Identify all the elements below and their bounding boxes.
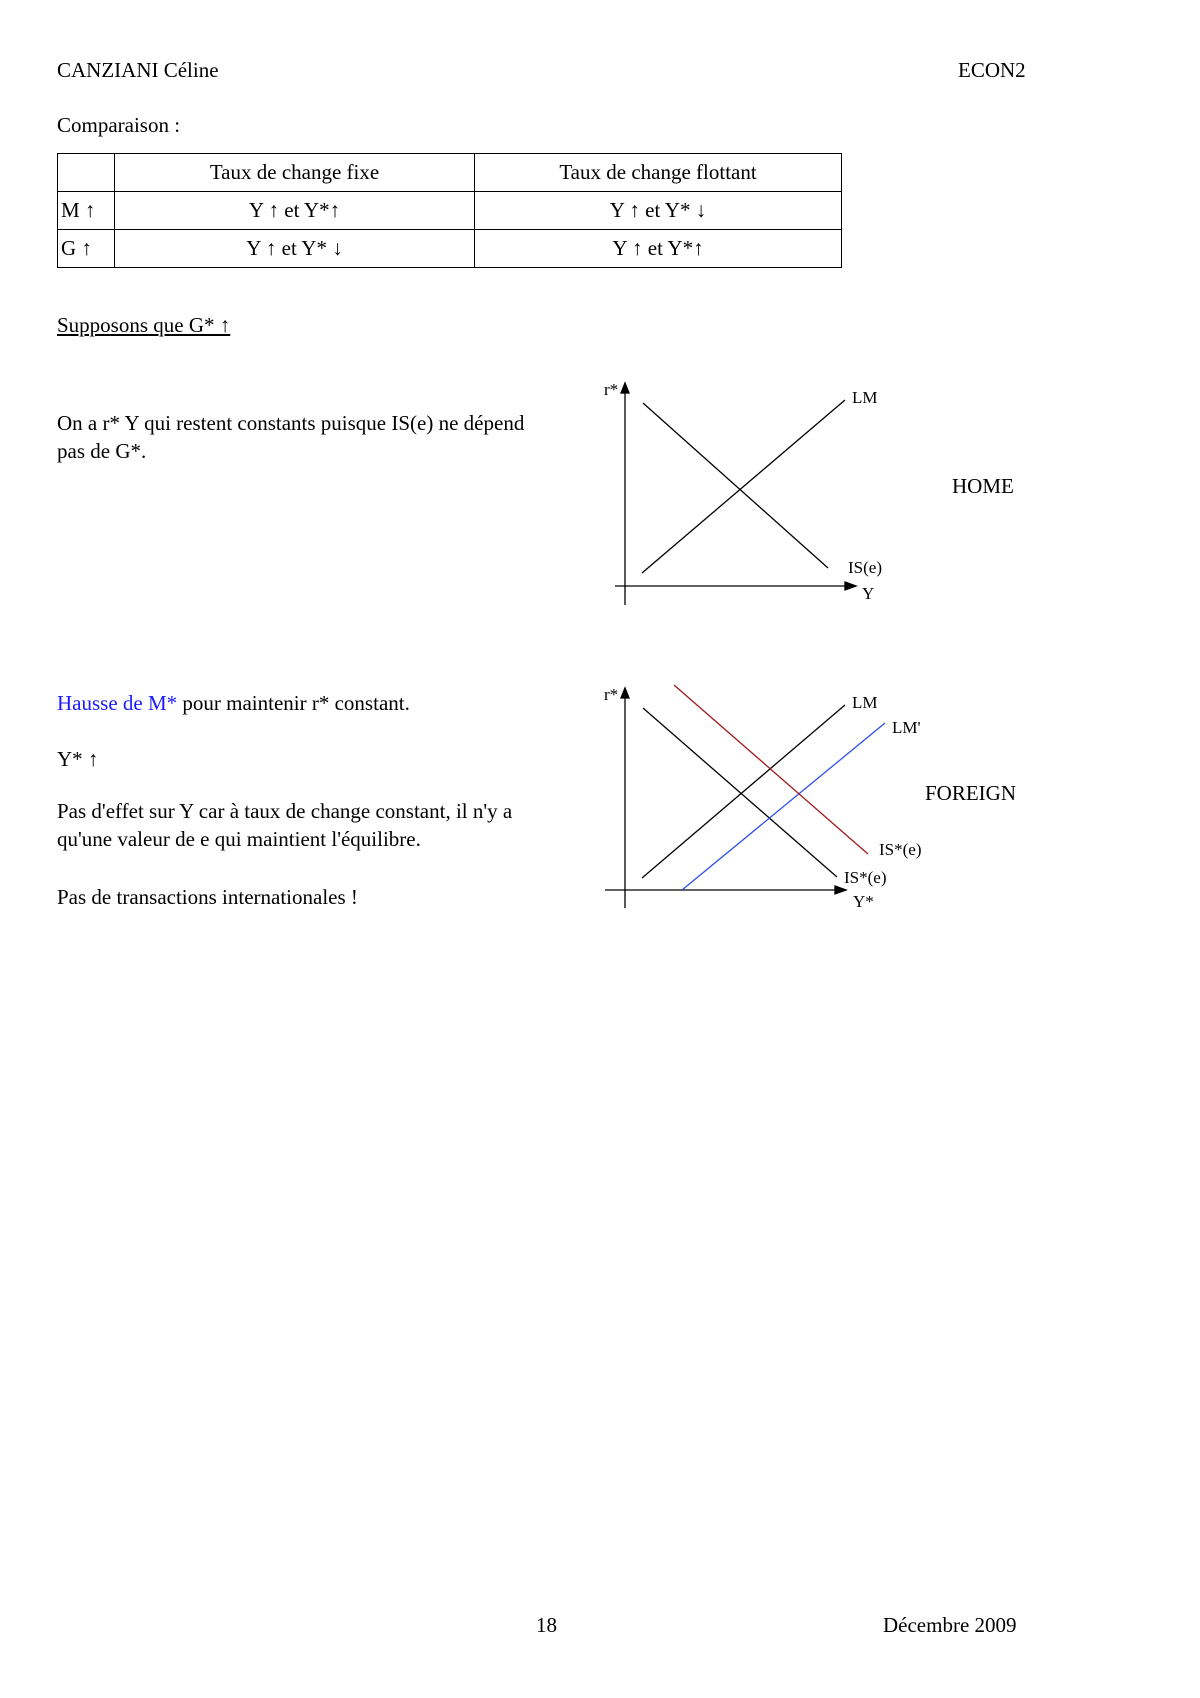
home-lm-label: LM [852,388,878,407]
foreign-region-label: FOREIGN [925,781,1017,805]
home-explanation: On a r* Y qui restent constants puisque IS(e) ne dépend pas de G*. [57,411,525,463]
foreign-x-arrow-icon [835,886,846,894]
foreign-y-arrow-icon [621,688,629,698]
table-row-head: M ↑ [58,192,115,230]
table-cell: Y ↑ et Y*↑ [475,230,842,268]
comparison-table [57,153,842,268]
foreign-is-shifted-label: IS*(e) [879,840,922,859]
table-cell: Y ↑ et Y* ↓ [115,230,475,268]
foreign-y-axis-label: r* [604,685,619,704]
no-effect-text: Pas d'effet sur Y car à taux de change constant, il n'y a qu'une valeur de e qui maintient l'équilibre. [57,799,513,851]
y-star-increase: Y* ↑ [57,747,99,771]
table-header-cell: Taux de change fixe [115,154,475,192]
table-row [58,230,842,268]
table-header-cell [58,154,115,192]
footer-date: Décembre 2009 [883,1613,1017,1637]
home-diagram [590,375,1010,615]
home-y-axis-label: r* [604,380,619,399]
foreign-x-axis-label: Y* [853,892,874,911]
foreign-lm-label: LM [852,693,878,712]
foreign-explanation [57,691,410,716]
foreign-lm-prime-line [682,723,885,890]
table-row-head: G ↑ [58,230,115,268]
page-number: 18 [536,1613,557,1637]
foreign-lm-prime-label: LM' [892,718,921,737]
home-is-label: IS(e) [848,558,882,577]
section-title-supposons: Supposons que G* ↑ [57,313,231,337]
table-cell: Y ↑ et Y* ↓ [475,192,842,230]
home-x-axis-label: Y [862,584,875,603]
no-transactions-text: Pas de transactions internationales ! [57,885,358,909]
foreign-lm-line [642,705,845,878]
foreign-is-label: IS*(e) [844,868,887,887]
home-x-arrow-icon [845,582,856,590]
home-y-arrow-icon [621,383,629,393]
foreign-highlight: Hausse de M* [57,691,178,715]
table-header-cell: Taux de change flottant [475,154,842,192]
section-title-comparaison: Comparaison : [57,113,181,137]
course-code: ECON2 [958,58,1026,82]
foreign-rest: pour maintenir r* constant. [177,691,410,715]
table-header-row [58,154,842,192]
home-is-line [643,403,828,568]
table-row [58,192,842,230]
home-lm-line [642,400,845,573]
home-region-label: HOME [952,474,1014,498]
author-name: CANZIANI Céline [57,58,219,82]
table-cell: Y ↑ et Y*↑ [115,192,475,230]
